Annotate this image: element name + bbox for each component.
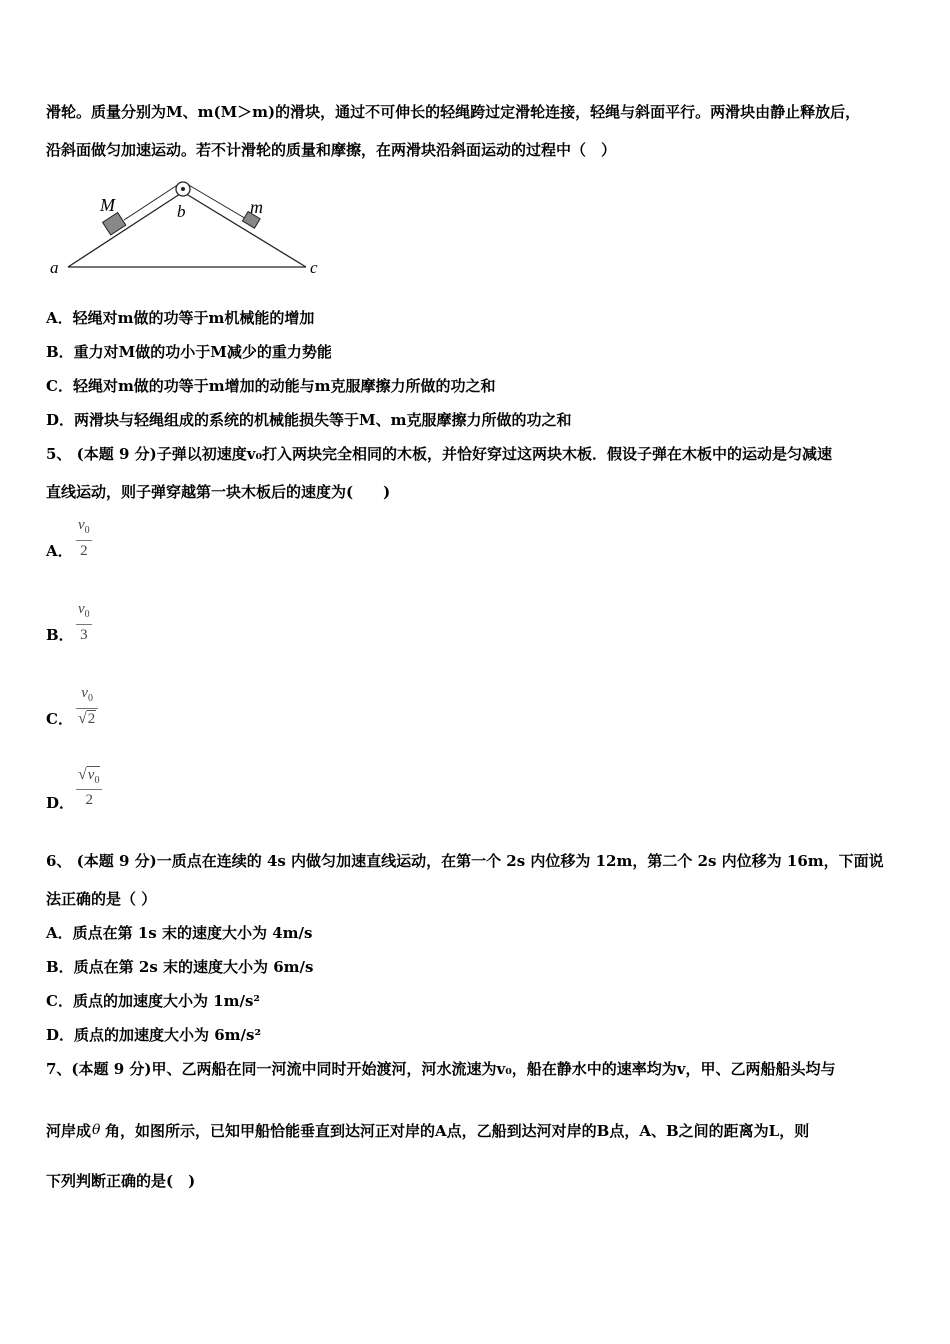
q4-stem-line1: 滑轮。质量分别为M、m(M＞m)的滑块，通过不可伸长的轻绳跨过定滑轮连接，轻绳与斜面平行。两滑块由静止释放后， (46, 103, 861, 121)
q5-stem-line2: 直线运动，则子弹穿越第一块木板后的速度为( ) (46, 483, 391, 501)
q5-option-d-label: D． (46, 794, 75, 812)
q6-option-a: A．质点在第 1s 末的速度大小为 4m/s (46, 924, 313, 942)
q7-stem-line2: 河岸成 θ 角，如图所示，已知甲船恰能垂直到达河正对岸的A点，乙船到达河对岸的B点，A、B之间的距离为L，则 (46, 1122, 810, 1140)
q6-stem-line1: 6、 (本题 9 分)一质点在连续的 4s 内做匀加速直线运动，在第一个 2s 内位移为 12m，第二个 2s 内位移为 16m，下面说 (46, 852, 884, 870)
q5-option-b-fraction: $v_0$ 3 (78, 601, 90, 643)
label-b: b (177, 202, 186, 221)
q4-option-b: B．重力对M做的功小于M减少的重力势能 (46, 343, 332, 361)
label-c: c (310, 258, 318, 277)
q6-option-c: C．质点的加速度大小为 1m/s² (46, 992, 260, 1010)
q6-option-b: B．质点在第 2s 末的速度大小为 6m/s (46, 958, 314, 976)
q6-stem-line2: 法正确的是（ ） (46, 890, 157, 908)
theta-symbol: θ (92, 1122, 101, 1138)
q4-stem-line2: 沿斜面做匀加速运动。若不计滑轮的质量和摩擦，在两滑块沿斜面运动的过程中（ ） (46, 141, 617, 159)
q5-option-c-fraction: $v_0$ √ 2 (76, 684, 98, 729)
q5-stem-line1: 5、 (本题 9 分)子弹以初速度v₀打入两块完全相同的木板，并恰好穿过这两块木板．假设子弹在木板中的运动是匀减速 (46, 445, 833, 463)
q5-option-b-label: B． (46, 626, 74, 644)
label-a: a (50, 258, 59, 277)
incline-pulley-figure (40, 175, 340, 280)
label-M: M (100, 195, 115, 215)
q5-option-a-fraction: $v_0$ 2 (78, 517, 90, 559)
q5-option-c-label: C． (46, 710, 73, 728)
q6-option-d: D．质点的加速度大小为 6m/s² (46, 1026, 262, 1044)
q5-option-a-label: A． (46, 542, 73, 560)
q7-stem-line3: 下列判断正确的是( ) (46, 1172, 196, 1190)
q4-option-d: D．两滑块与轻绳组成的系统的机械能损失等于M、m克服摩擦力所做的功之和 (46, 411, 572, 429)
q4-option-c: C．轻绳对m做的功等于m增加的动能与m克服摩擦力所做的功之和 (46, 377, 496, 395)
q4-option-a: A．轻绳对m做的功等于m机械能的增加 (46, 309, 315, 327)
q7-stem-line1: 7、(本题 9 分)甲、乙两船在同一河流中同时开始渡河，河水流速为v₀，船在静水中的速率均为v，甲、乙两船船头均与 (46, 1060, 836, 1078)
q5-option-d-fraction: √ $v_0$ 2 (76, 766, 102, 810)
label-m: m (250, 197, 263, 217)
